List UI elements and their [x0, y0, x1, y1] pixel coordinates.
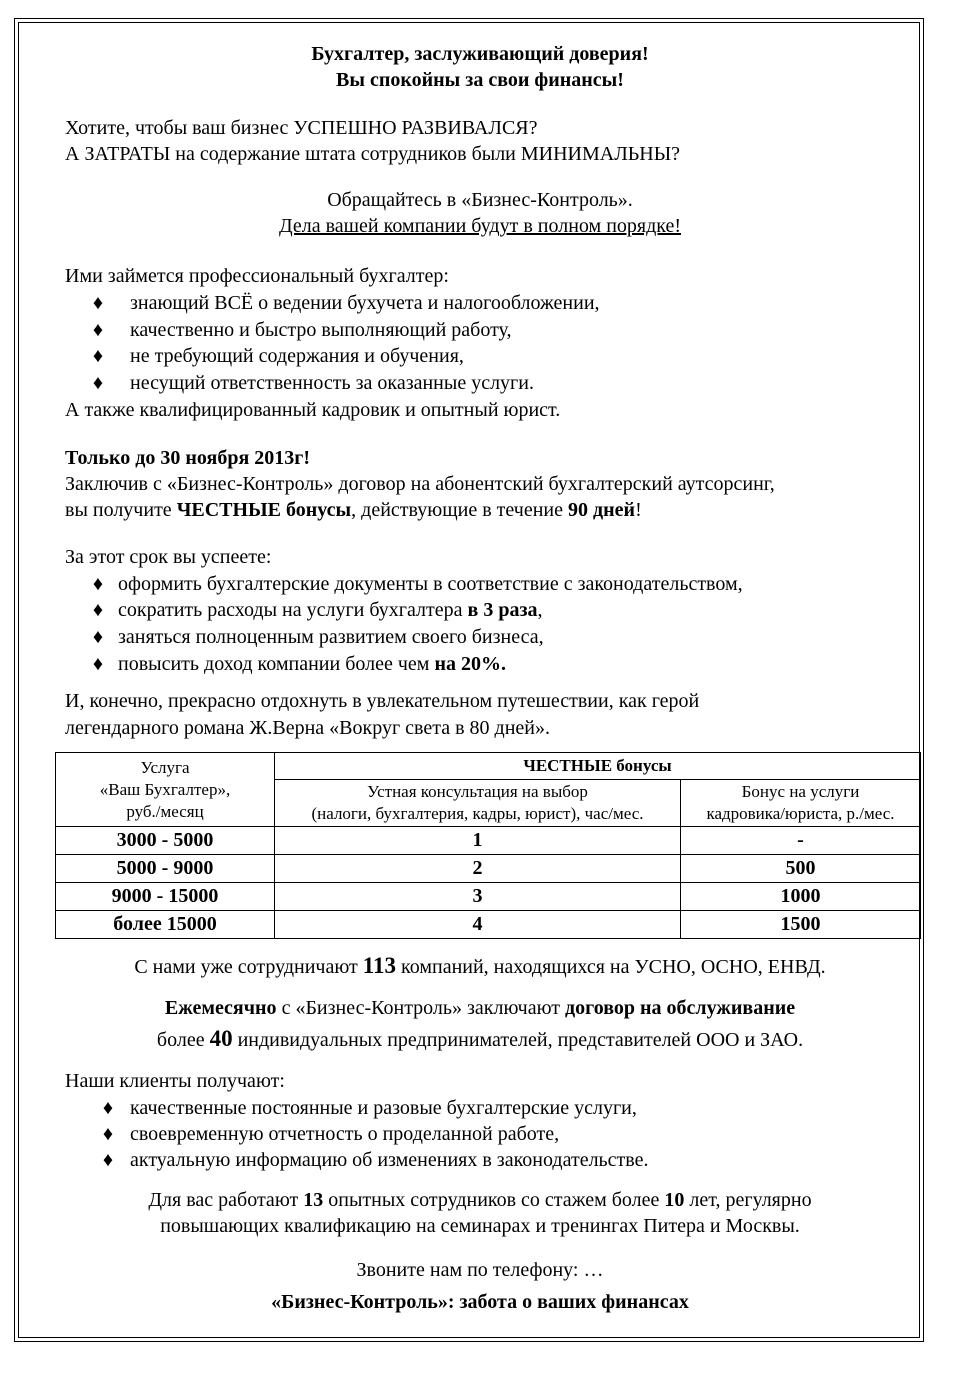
diamond-bullet-icon: ♦ [92, 345, 104, 367]
intro-line-1: Хотите, чтобы ваш бизнес УСПЕШНО РАЗВИВАЛСЯ? [65, 117, 538, 139]
team-line-2: повышающих квалификацию на семинарах и тренингах Питера и Москвы. [160, 1215, 800, 1237]
list-item: ♦ актуальную информацию об изменениях в законодательстве. [100, 1148, 649, 1172]
clients-count-line: С нами уже сотрудничают 113 компаний, находящихся на УСНО, ОСНО, ЕНВД. [134, 953, 826, 978]
monthly-line-1: Ежемесячно с «Бизнес-Контроль» заключают договор на обслуживание [164, 997, 796, 1019]
title-line-2: Вы спокойны за свои финансы! [336, 69, 624, 91]
diamond-bullet-icon: ♦ [92, 319, 104, 341]
list-item: ♦ повысить доход компании более чем на 20%. [90, 652, 506, 676]
intro-line-2: А ЗАТРАТЫ на содержание штата сотрудников были МИНИМАЛЬНЫ? [65, 143, 681, 165]
table-header-service: Услуга «Ваш Бухгалтер», руб./месяц [56, 753, 275, 827]
table-row: 5000 - 9000 2 500 [56, 855, 921, 883]
offer-line-1: Заключив с «Бизнес-Контроль» договор на абонентский бухгалтерский аутсорсинг, [65, 473, 775, 495]
monthly-line-2: более 40 индивидуальных предпринимателей, представителей ООО и ЗАО. [156, 1026, 804, 1051]
table-header-bonus-services: Бонус на услуги кадровика/юриста, р./мес. [681, 780, 921, 827]
offer-line-2: вы получите ЧЕСТНЫЕ бонусы, действующие в течение 90 дней! [65, 499, 642, 521]
team-line-1: Для вас работают 13 опытных сотрудников со стажем более 10 лет, регулярно [148, 1189, 812, 1211]
contact-line: Обращайтесь в «Бизнес-Контроль». [327, 189, 633, 211]
travel-line-1: И, конечно, прекрасно отдохнуть в увлекательном путешествии, как герой [65, 690, 700, 712]
title-line-1: Бухгалтер, заслуживающий доверия! [311, 43, 649, 65]
table-header-bonuses: ЧЕСТНЫЕ бонусы [275, 753, 921, 780]
offer-deadline: Только до 30 ноября 2013г! [65, 447, 310, 469]
accountant-also: А также квалифицированный кадровик и опытный юрист. [65, 399, 561, 421]
list-item: ♦ не требующий содержания и обучения, [90, 344, 464, 368]
table-row: 9000 - 15000 3 1000 [56, 883, 921, 911]
diamond-bullet-icon: ♦ [92, 599, 104, 621]
list-item: ♦ оформить бухгалтерские документы в соответствие с законодательством, [90, 572, 743, 596]
slogan: «Бизнес-Контроль»: забота о ваших финансах [271, 1291, 689, 1313]
call-line: Звоните нам по телефону: … [356, 1259, 604, 1281]
diamond-bullet-icon: ♦ [102, 1149, 114, 1171]
diamond-bullet-icon: ♦ [92, 626, 104, 648]
list-item: ♦ заняться полноценным развитием своего бизнеса, [90, 625, 544, 649]
diamond-bullet-icon: ♦ [102, 1097, 114, 1119]
benefits-lead: За этот срок вы успеете: [65, 546, 272, 568]
list-item: ♦ качественные постоянные и разовые бухгалтерские услуги, [100, 1096, 637, 1120]
diamond-bullet-icon: ♦ [92, 573, 104, 595]
table-row: 3000 - 5000 1 - [56, 827, 921, 855]
promise-line: Дела вашей компании будут в полном порядке! [278, 215, 682, 237]
diamond-bullet-icon: ♦ [102, 1123, 114, 1145]
list-item: ♦ качественно и быстро выполняющий работу, [90, 318, 512, 342]
diamond-bullet-icon: ♦ [92, 653, 104, 675]
list-item: ♦ несущий ответственность за оказанные услуги. [90, 371, 534, 395]
table-row: более 15000 4 1500 [56, 911, 921, 939]
travel-line-2: легендарного романа Ж.Верна «Вокруг света в 80 дней». [65, 717, 550, 739]
clients-lead: Наши клиенты получают: [65, 1070, 285, 1092]
table-header-consult: Устная консультация на выбор (налоги, бухгалтерия, кадры, юрист), час/мес. [275, 780, 681, 827]
list-item: ♦ знающий ВСЁ о ведении бухучета и налогообложении, [90, 291, 600, 315]
diamond-bullet-icon: ♦ [92, 372, 104, 394]
diamond-bullet-icon: ♦ [92, 292, 104, 314]
list-item: ♦ своевременную отчетность о проделанной работе, [100, 1122, 559, 1146]
accountant-lead: Ими займется профессиональный бухгалтер: [65, 265, 449, 287]
list-item: ♦ сократить расходы на услуги бухгалтера в 3 раза, [90, 598, 542, 622]
bonus-table [55, 752, 921, 939]
